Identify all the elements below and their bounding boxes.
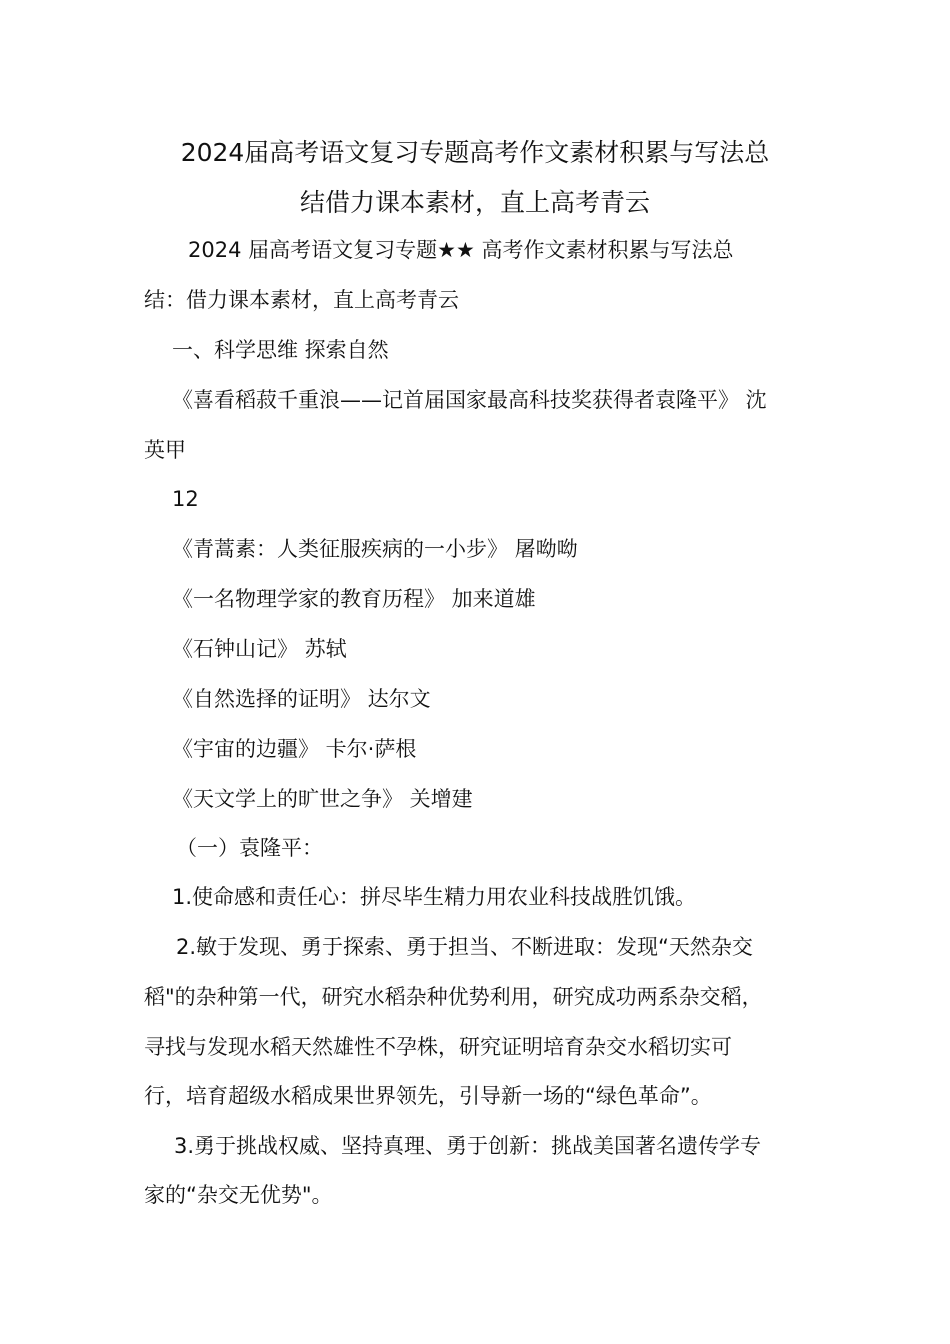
work-main-line-2: 英甲 [144, 438, 186, 462]
intro-line-1: 2024 届高考语文复习专题★★ 高考作文素材积累与写法总 [188, 238, 734, 262]
subheading: （一）袁隆平： [176, 836, 323, 860]
work-item: 《宇宙的边疆》 卡尔·萨根 [172, 737, 417, 761]
work-main-line-1: 《喜看稻菽千重浪——记首届国家最高科技奖获得者袁隆平》 沈 [172, 388, 767, 412]
point-1: 1.使命感和责任心：拼尽毕生精力用农业科技战胜饥饿。 [172, 885, 697, 909]
document-title-line-2: 结借力课本素材，直上高考青云 [299, 188, 650, 217]
page-number-text: 12 [172, 487, 199, 511]
work-item: 《石钟山记》 苏轼 [172, 637, 347, 661]
point-2-line-1: 2.敏于发现、勇于探索、勇于担当、不断进取：发现“天然杂交 [176, 935, 753, 959]
section-heading: 一、科学思维 探索自然 [172, 338, 389, 362]
document-title-line-1: 2024届高考语文复习专题高考作文素材积累与写法总 [180, 138, 770, 167]
work-item: 《一名物理学家的教育历程》 加来道雄 [172, 587, 536, 611]
point-2-line-2: 稻"的杂种第一代，研究水稻杂种优势利用，研究成功两系杂交稻， [144, 985, 763, 1009]
work-item: 《自然选择的证明》 达尔文 [172, 687, 431, 711]
point-2-line-4: 行，培育超级水稻成果世界领先，引导新一场的“绿色革命”。 [144, 1084, 712, 1108]
point-2-line-3: 寻找与发现水稻天然雄性不孕株，研究证明培育杂交水稻切实可 [144, 1035, 732, 1059]
work-item: 《天文学上的旷世之争》 关增建 [172, 787, 473, 811]
point-3-line-1: 3.勇于挑战权威、坚持真理、勇于创新：挑战美国著名遗传学专 [174, 1134, 762, 1158]
point-3-line-2: 家的“杂交无优势"。 [144, 1183, 333, 1207]
intro-line-2: 结：借力课本素材，直上高考青云 [144, 288, 459, 312]
work-item: 《青蒿素：人类征服疾病的一小步》 屠呦呦 [172, 537, 578, 561]
